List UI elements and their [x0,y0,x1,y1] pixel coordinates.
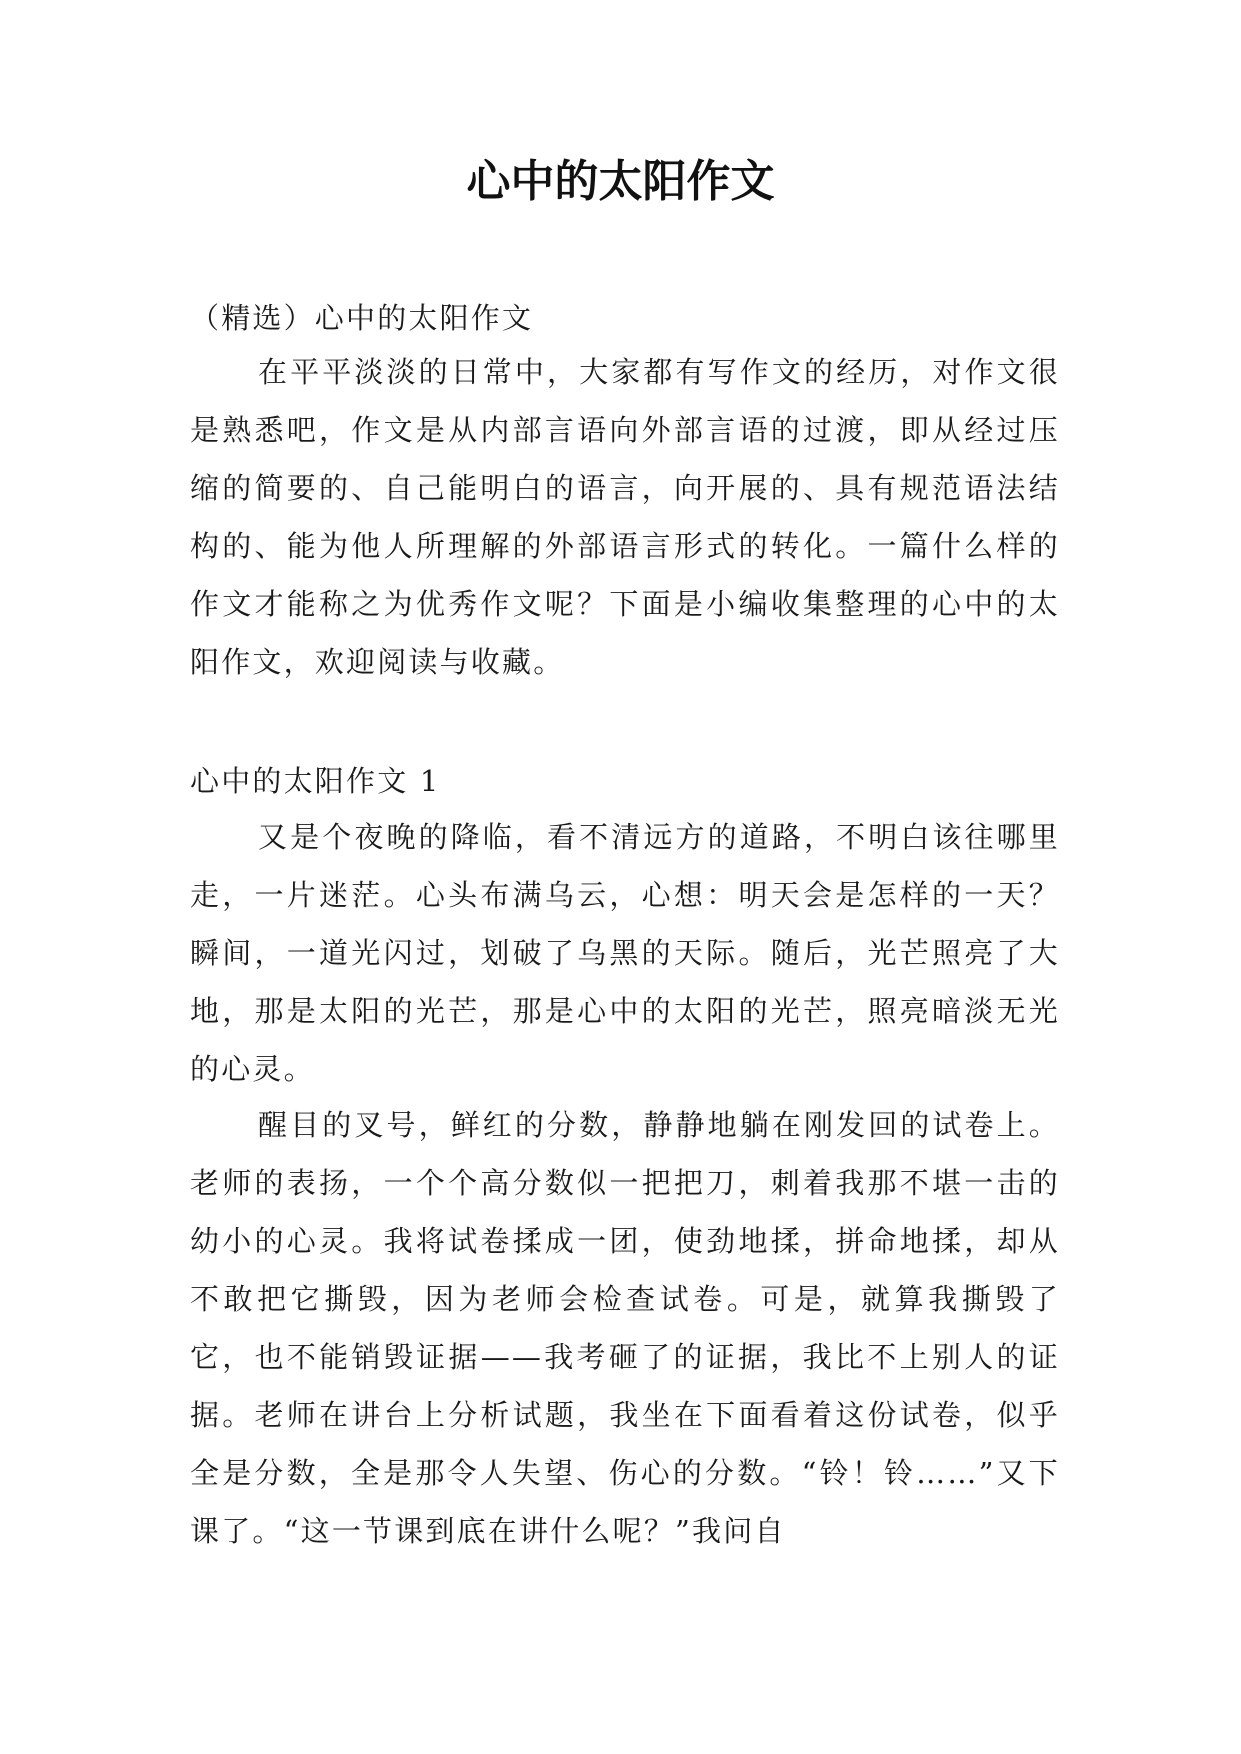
intro-paragraph: 在平平淡淡的日常中，大家都有写作文的经历，对作文很是熟悉吧，作文是从内部言语向外部言语的过渡，即从经过压缩的简要的、自己能明白的语言，向开展的、具有规范语法结构的、能为他人所理解的外部语言形式的转化。一篇什么样的作文才能称之为优秀作文呢？下面是小编收集整理的心中的太阳作文，欢迎阅读与收藏。 [190,355,1060,679]
document-subtitle: （精选）心中的太阳作文 [190,301,534,335]
document-title: 心中的太阳作文 [466,156,775,207]
body-paragraph-2: 醒目的叉号，鲜红的分数，静静地躺在刚发回的试卷上。老师的表扬，一个个高分数似一把把刀，刺着我那不堪一击的幼小的心灵。我将试卷揉成一团，使劲地揉，拼命地揉，却从不敢把它撕毁，因为老师会检查试卷。可是，就算我撕毁了它，也不能销毁证据——我考砸了的证据，我比不上别人的证据。老师在讲台上分析试题，我坐在下面看着这份试卷，似乎全是分数，全是那令人失望、伤心的分数。“铃！铃……”又下课了。“这一节课到底在讲什么呢？”我问自 [190,1108,1060,1548]
section-heading: 心中的太阳作文 1 [190,764,441,798]
body-paragraph-1: 又是个夜晚的降临，看不清远方的道路，不明白该往哪里走，一片迷茫。心头布满乌云，心想：明天会是怎样的一天？瞬间，一道光闪过，划破了乌黑的天际。随后，光芒照亮了大地，那是太阳的光芒，那是心中的太阳的光芒，照亮暗淡无光的心灵。 [190,820,1060,1086]
